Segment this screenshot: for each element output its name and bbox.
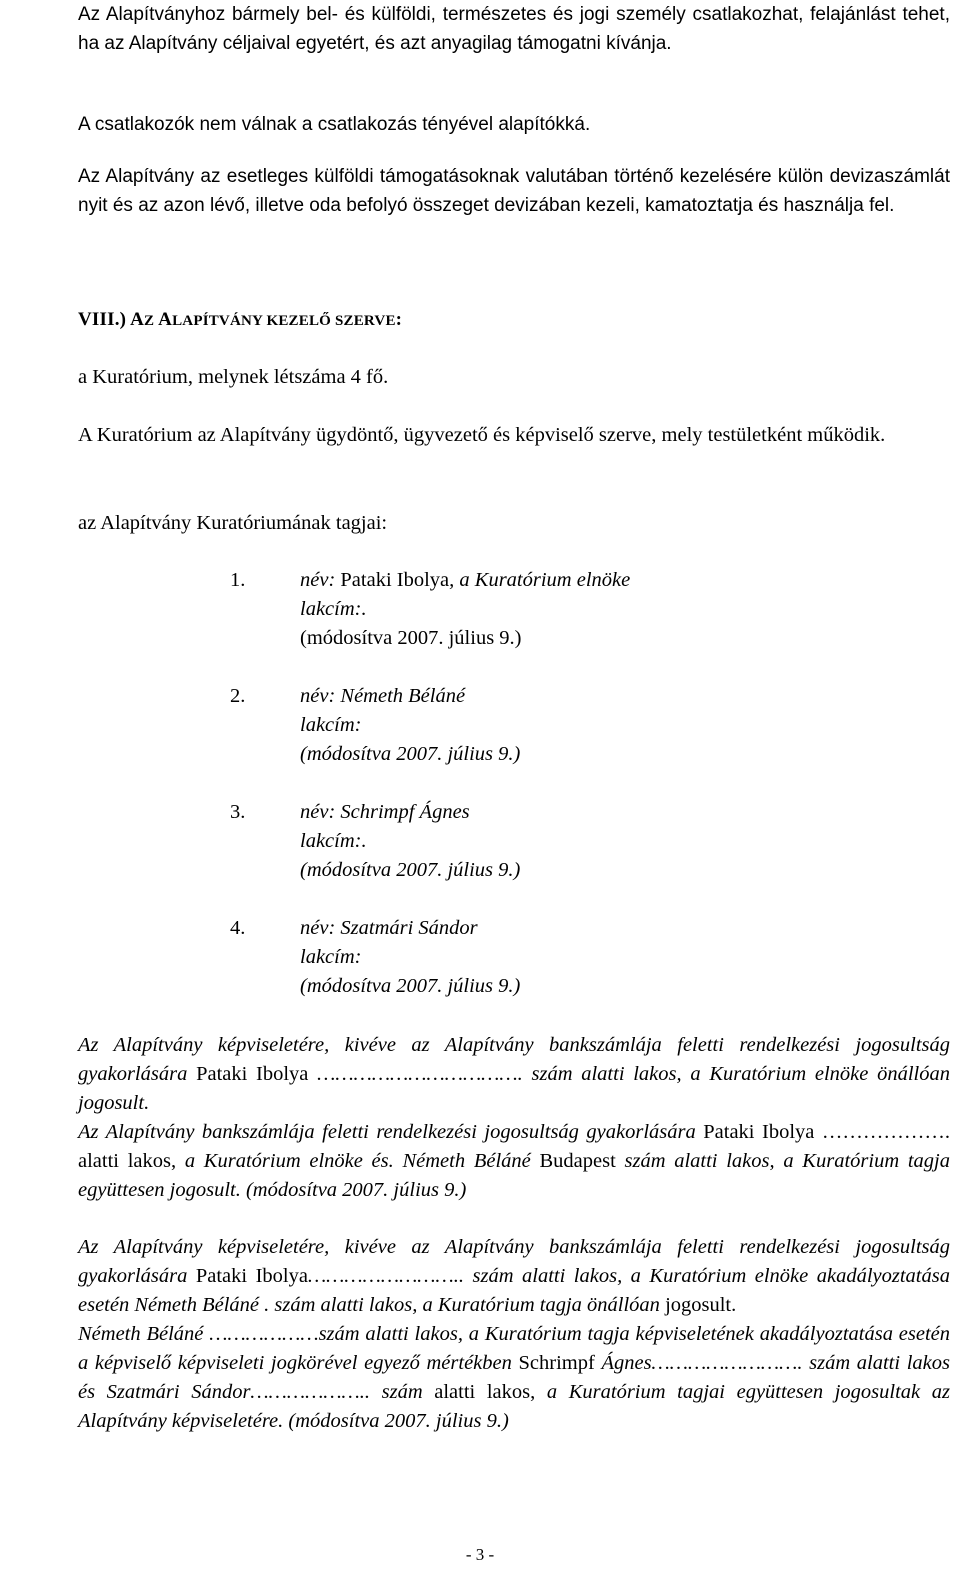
member-address: lakcím: — [300, 714, 362, 736]
list-item — [78, 798, 520, 885]
rep2-text-e: Németh Béláné ………………szám alatti lakos, a Kuratórium tagja képviseletének akadályoztatása esetén a képviselő képviseleti jogkörével egyező mértékben — [78, 1323, 950, 1374]
rep1-text-a: Az Alapítvány képviseletére, kivéve az Alapítvány bankszámlája feletti rendelkezési jogosultság gyakorlására — [78, 1034, 950, 1085]
section-heading — [78, 309, 402, 331]
member-modified: (módosítva 2007. július 9.) — [300, 975, 521, 997]
rep1-name: Pataki Ibolya — [196, 1063, 309, 1085]
representation-paragraph-2 — [78, 1233, 950, 1436]
list-item — [78, 682, 520, 769]
member-name-label: név: — [300, 801, 341, 823]
rep1-text-c: ……………………………. szám alatti lakos, a Kuratórium elnöke önállóan jogosult. — [78, 1063, 950, 1114]
member-number: 2. — [230, 685, 246, 707]
section-title-part: A — [130, 309, 145, 330]
member-name-line — [300, 566, 630, 595]
body-paragraph-3: az Alapítvány Kuratóriumának tagjai: — [78, 512, 388, 534]
rep2-name: Pataki Ibolya — [195, 1265, 308, 1287]
body-paragraph-2: A Kuratórium az Alapítvány ügydöntő, ügyvezető és képviselő szerve, mely testületként működik. — [78, 424, 886, 446]
member-number: 4. — [230, 917, 246, 939]
member-name-line — [300, 682, 520, 711]
member-address: lakcím: — [300, 946, 362, 968]
rep2-text-g: Ágnes……………………. szám alatti lakos és Szatmári Sándor……………….. szám — [78, 1352, 950, 1403]
member-name-line — [300, 914, 520, 943]
member-modified: (módosítva 2007. július 9.) — [300, 859, 521, 881]
member-name: Németh Béláné — [340, 685, 466, 707]
section-title-part: LAPÍTVÁNY KEZELŐ SZERVE — [172, 313, 396, 329]
rep2-text-i: a Kuratórium tagjai együttesen jogosultak az Alapítvány képviseletére. (módosítva 2007. július 9.) — [78, 1381, 950, 1432]
page-number: - 3 - — [465, 1545, 495, 1564]
list-item — [78, 566, 630, 653]
intro-paragraph-1: Az Alapítványhoz bármely bel- és külföldi, természetes és jogi személy csatlakozhat, felajánlást tehet, ha az Alapítvány céljaival egyetért, és azt anyagilag támogatni kívánja. — [78, 4, 950, 54]
rep1-text-f: ………………. alatti lakos, — [78, 1121, 950, 1172]
rep1-city: Budapest — [539, 1150, 616, 1172]
rep2-text-d: jogosult. — [665, 1294, 737, 1316]
member-name-label: név: — [300, 569, 341, 591]
member-name-label: név: — [300, 685, 341, 707]
rep1-text-g: a Kuratórium elnöke és. Németh Béláné — [184, 1150, 540, 1172]
member-name-line — [300, 798, 520, 827]
body-paragraph-1: a Kuratórium, melynek létszáma 4 fő. — [78, 366, 389, 388]
member-name-label: név: — [300, 917, 341, 939]
rep1-name-2: Pataki Ibolya — [703, 1121, 815, 1143]
rep1-text-i: szám alatti lakos, a Kuratórium tagja együttesen jogosult. (módosítva 2007. július 9.) — [78, 1150, 950, 1201]
member-modified: (módosítva 2007. július 9.) — [300, 743, 521, 765]
section-title-part: : — [395, 309, 403, 330]
member-address: lakcím:. — [300, 830, 367, 852]
rep2-text-a: Az Alapítvány képviseletére, kivéve az Alapítvány bankszámlája feletti rendelkezési jogosultság gyakorlására — [78, 1236, 950, 1287]
rep2-text-c: …………………….. szám alatti lakos, a Kuratórium elnöke akadályoztatása esetén Németh Béláné . szám alatti lakos, a Kuratórium tagja önállóan — [78, 1265, 950, 1316]
rep2-text-h: alatti lakos, — [434, 1381, 547, 1403]
member-name: Szatmári Sándor — [340, 917, 478, 939]
section-title-part: Z — [144, 313, 159, 329]
intro-paragraph-2: A csatlakozók nem válnak a csatlakozás tényével alapítókká. — [78, 114, 591, 135]
member-address: lakcím:. — [300, 598, 367, 620]
member-name: Schrimpf Ágnes — [340, 801, 470, 823]
member-role: , a Kuratórium elnöke — [449, 569, 631, 591]
section-title-part: A — [158, 309, 173, 330]
section-number: VIII.) — [78, 309, 127, 330]
list-item — [78, 914, 520, 1001]
rep1-text-d: Az Alapítvány bankszámlája feletti rendelkezési jogosultság gyakorlására — [78, 1121, 704, 1143]
intro-paragraph-3: Az Alapítvány az esetleges külföldi támogatásoknak valutában történő kezelésére külön devizaszámlát nyit és az azon lévő, illetve oda befolyó összeget devizában kezeli, kamatoztatja és használja fel. — [78, 166, 950, 216]
representation-paragraph-1 — [78, 1031, 950, 1205]
rep2-name-2: Schrimpf — [518, 1352, 595, 1374]
member-name: Pataki Ibolya — [340, 569, 450, 591]
member-number: 1. — [230, 569, 246, 591]
member-modified: (módosítva 2007. július 9.) — [300, 627, 522, 649]
member-number: 3. — [230, 801, 246, 823]
